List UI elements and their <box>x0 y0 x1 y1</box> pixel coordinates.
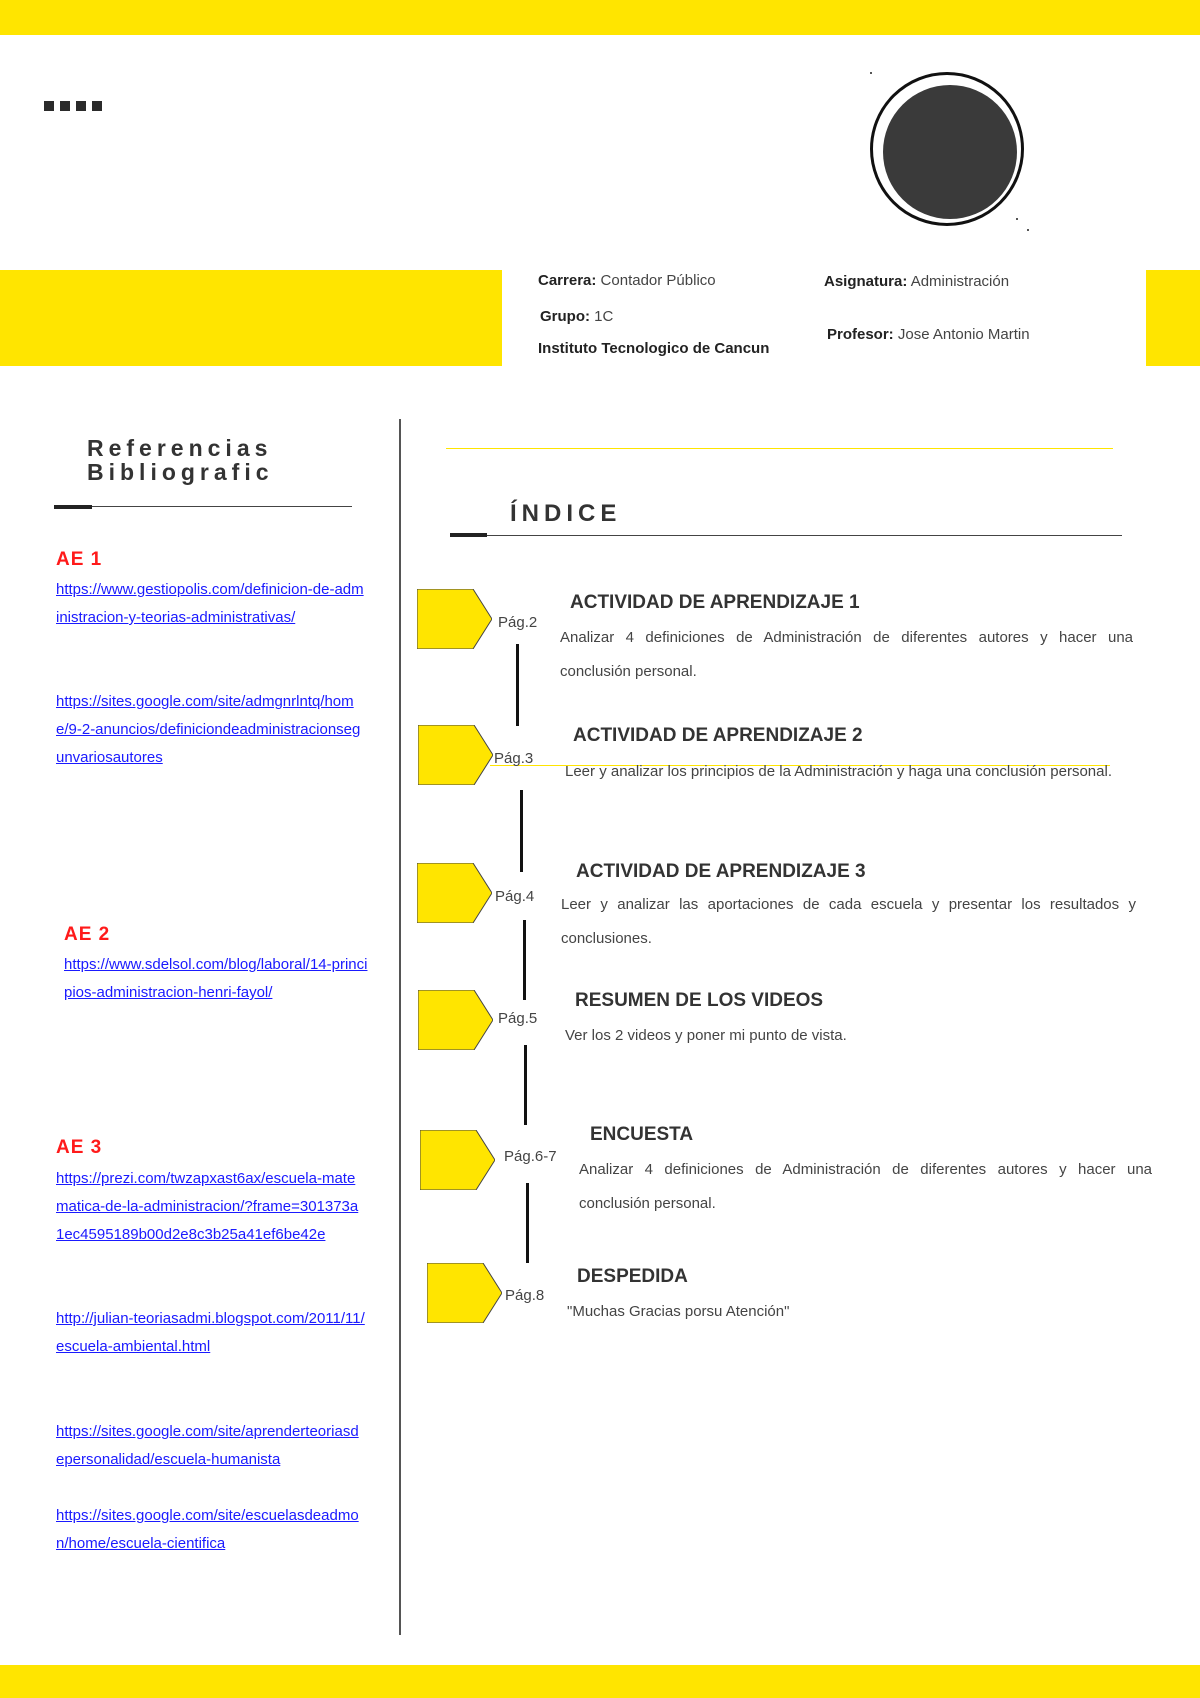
reference-link[interactable]: https://sites.google.com/site/aprenderteoriasdepersonalidad/escuela-humanista <box>56 1423 359 1468</box>
references-underline-accent <box>54 505 92 509</box>
references-title <box>87 436 274 484</box>
pentagon-marker <box>417 589 492 649</box>
ae3-label: AE 3 <box>56 1137 103 1158</box>
entry-page: Pág.2 <box>498 614 538 631</box>
entry-title: ACTIVIDAD DE APRENDIZAJE 1 <box>570 592 860 613</box>
speck <box>1027 229 1029 231</box>
index-underline-accent <box>450 533 487 537</box>
entry-title: ACTIVIDAD DE APRENDIZAJE 3 <box>576 861 866 882</box>
index-top-rule <box>446 448 1113 449</box>
reference-link[interactable]: https://sites.google.com/site/admgnrlntq/home/9-2-anuncios/definiciondeadministracionsegunvariosautores <box>56 693 361 766</box>
index-underline <box>450 535 1122 536</box>
entry-description: Ver los 2 videos y poner mi punto de vista. <box>565 1027 847 1044</box>
avatar <box>883 85 1017 219</box>
entry-title: ACTIVIDAD DE APRENDIZAJE 2 <box>573 725 863 746</box>
references-title-line2: Bibliografic <box>87 459 274 485</box>
reference-link[interactable]: http://julian-teoriasadmi.blogspot.com/2011/11/escuela-ambiental.html <box>56 1310 365 1355</box>
header-band-right <box>1146 270 1200 366</box>
ae1-label: AE 1 <box>56 549 103 570</box>
entry-description: Analizar 4 definiciones de Administración de diferentes autores y hacer una conclusión personal. <box>560 629 1133 680</box>
header-band-left <box>0 270 502 366</box>
references-title-line1: Referencias <box>87 435 273 461</box>
timeline-connector <box>520 790 523 872</box>
timeline-connector <box>516 644 519 726</box>
entry-page: Pág.8 <box>505 1287 545 1304</box>
grupo-info <box>540 308 613 325</box>
profesor-info <box>827 326 1030 343</box>
reference-link[interactable]: https://www.sdelsol.com/blog/laboral/14-principios-administracion-henri-fayol/ <box>64 956 368 1001</box>
column-divider <box>399 419 401 1635</box>
reference-link[interactable]: https://prezi.com/twzapxast6ax/escuela-matematica-de-la-administracion/?frame=301373a1ec4595189b00d2e8c3b25a41ef6be42e <box>56 1170 359 1243</box>
profesor-label: Profesor: <box>827 326 894 343</box>
decorative-dots <box>44 101 102 111</box>
entry-page: Pág.6-7 <box>504 1148 557 1165</box>
entry-title: DESPEDIDA <box>577 1266 688 1287</box>
entry-description: Leer y analizar las aportaciones de cada escuela y presentar los resultados y conclusiones. <box>561 896 1136 947</box>
entry-title: RESUMEN DE LOS VIDEOS <box>575 990 824 1011</box>
entry-description: "Muchas Gracias porsu Atención" <box>567 1303 790 1320</box>
pentagon-marker <box>420 1130 495 1190</box>
entry-title: ENCUESTA <box>590 1124 694 1145</box>
ae2-label: AE 2 <box>64 924 111 945</box>
reference-link[interactable]: https://sites.google.com/site/escuelasdeadmon/home/escuela-cientifica <box>56 1507 359 1552</box>
pentagon-marker <box>417 863 492 923</box>
grupo-label: Grupo: <box>540 308 590 325</box>
timeline-connector <box>526 1183 529 1263</box>
carrera-value: Contador Público <box>600 272 716 289</box>
references-underline <box>54 506 352 507</box>
grupo-value: 1C <box>594 308 614 325</box>
timeline-connector <box>523 920 526 1000</box>
pentagon-marker <box>418 990 493 1050</box>
top-band <box>0 0 1200 35</box>
entry-page: Pág.4 <box>495 888 535 905</box>
entry-page: Pág.5 <box>498 1010 538 1027</box>
pentagon-marker <box>427 1263 502 1323</box>
timeline-connector <box>524 1045 527 1125</box>
entry-page: Pág.3 <box>494 750 534 767</box>
index-title: ÍNDICE <box>510 500 622 527</box>
speck <box>870 72 872 74</box>
pentagon-marker <box>418 725 493 785</box>
entry-description: Analizar 4 definiciones de Administración de diferentes autores y hacer una conclusión personal. <box>579 1161 1152 1212</box>
instituto-info <box>538 340 769 357</box>
carrera-label: Carrera: <box>538 272 597 289</box>
asignatura-value: Administración <box>910 273 1010 290</box>
instituto-name: Instituto Tecnologico de Cancun <box>538 340 770 357</box>
profesor-value: Jose Antonio Martin <box>897 326 1030 343</box>
carrera-info <box>538 272 716 289</box>
asignatura-label: Asignatura: <box>824 273 908 290</box>
bottom-band <box>0 1665 1200 1698</box>
reference-link[interactable]: https://www.gestiopolis.com/definicion-de-administracion-y-teorias-administrativas/ <box>56 581 364 626</box>
entry-description: Leer y analizar los principios de la Administración y haga una conclusión personal. <box>565 763 1112 780</box>
speck <box>1016 218 1018 220</box>
asignatura-info <box>824 273 1009 290</box>
